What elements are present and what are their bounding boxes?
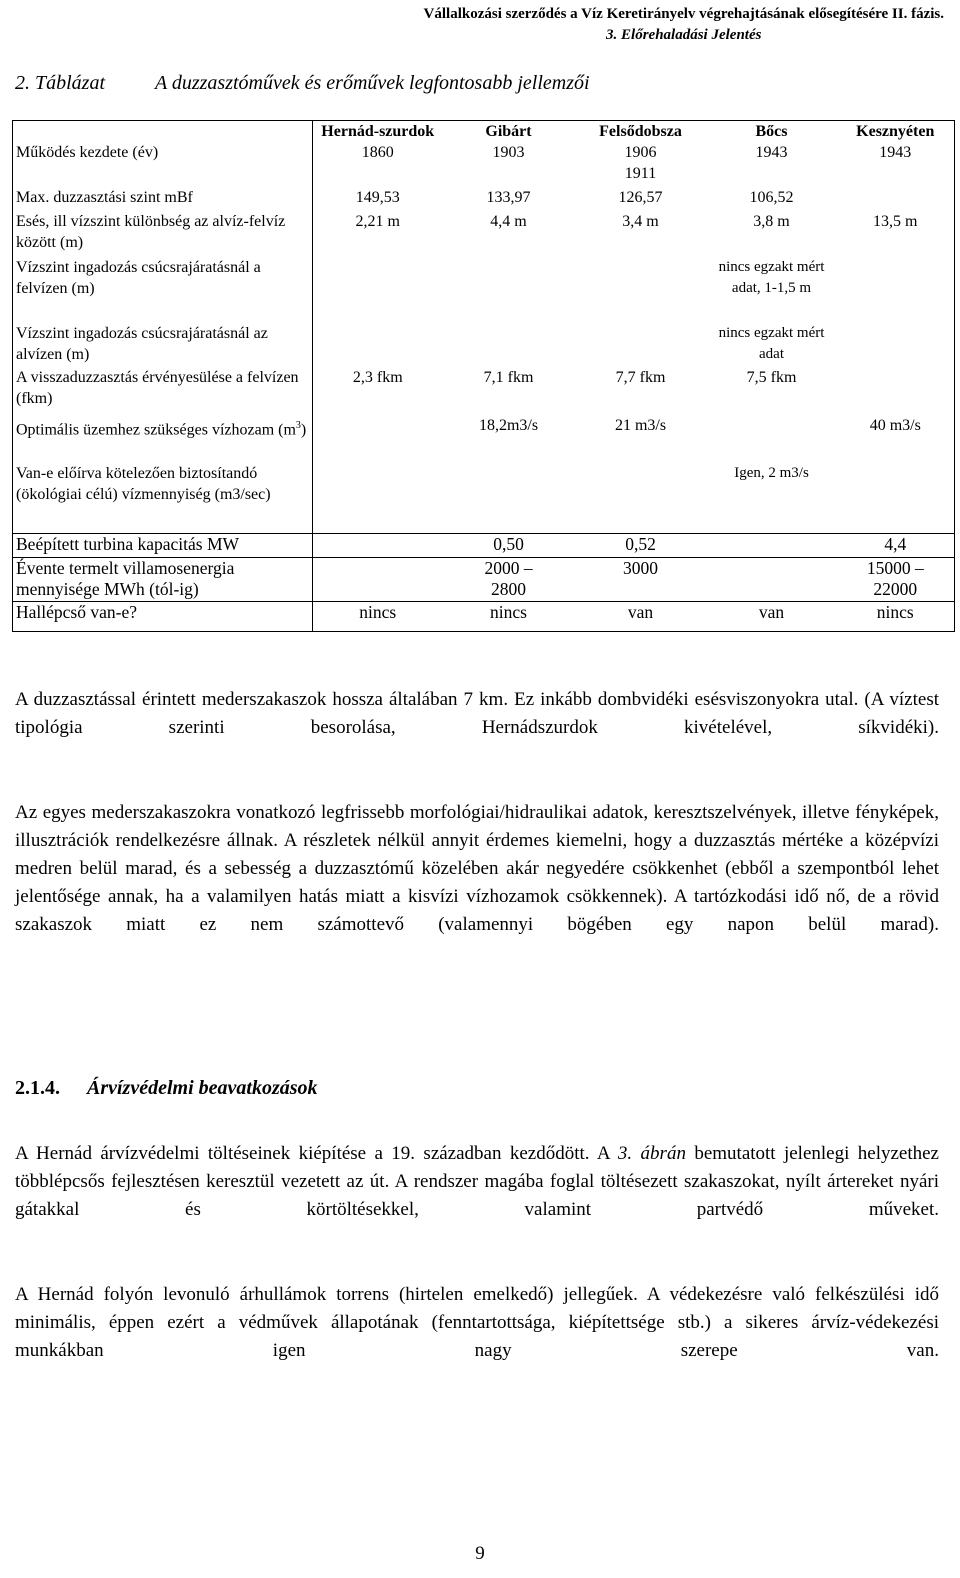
table-cell: 149,53 (355, 189, 400, 206)
table-cell: 7,7 fkm (615, 369, 666, 386)
table-cell: 1860 (361, 144, 394, 161)
column-header: Felsődobsza (575, 121, 707, 143)
row-label-tail: ) (300, 421, 307, 439)
row-label: Max. duzzasztási szint mBf (13, 187, 313, 211)
text-run: bemutatott jelenlegi helyzethez többlépcsős fejlesztésen keresztül vezetett az út. A rendszer magába foglal töltésezett szakaszokat, nyílt ártereket nyári gátakkal és körtöltésekkel, valamint partvédő műveket. (15, 1143, 939, 1220)
table-cell (313, 557, 443, 601)
row-label: Működés kezdete (év) (13, 142, 313, 187)
figure-reference: 3. ábrán (617, 1143, 686, 1164)
text-run: A Hernád árvízvédelmi töltéseinek kiépítése a 19. században kezdődött. A (15, 1143, 618, 1164)
table-cell: 21 m3/s (614, 417, 667, 434)
table-cell: 0,50 (443, 533, 575, 557)
table-cell: nincs egzakt mért adat, 1-1,5 m (718, 259, 825, 296)
table-row (13, 533, 955, 557)
table-cell: 4,4 (837, 533, 955, 557)
row-label-text: Optimális üzemhez szükséges vízhozam (m (16, 421, 296, 439)
table-cell: nincs egzakt mért adat (718, 325, 825, 362)
table-cell: 2000 – 2800 (443, 557, 575, 601)
table-cell: nincs (443, 601, 575, 631)
table-row (13, 142, 955, 187)
header-subtitle: 3. Előrehaladási Jelentés (606, 27, 762, 43)
section-paragraph-1 (15, 1140, 939, 1224)
table-cell: 15000 – 22000 (837, 557, 955, 601)
section-number: 2.1.4. (15, 1077, 60, 1099)
table-cell (443, 463, 575, 533)
row-label: Vízszint ingadozás csúcsrajáratásnál az alvízen (m) (13, 323, 313, 367)
table-cell (707, 557, 837, 601)
row-label: Beépített turbina kapacitás MW (13, 533, 313, 557)
table-caption-title: A duzzasztóművek és erőművek legfontosabb jellemzői (155, 72, 590, 94)
table-row (13, 415, 955, 463)
table-cell (837, 257, 955, 323)
section-paragraph-2: A Hernád folyón levonuló árhullámok torrens (hirtelen emelkedő) jellegűek. A védekezésre való felkészülési idő minimális, éppen ezért a védművek állapotának (fenntartottsága, kiépítettsége stb.) a sikeres árvíz-védekezési munkákban igen nagy szerepe van. (15, 1284, 939, 1361)
table-cell: 7,5 fkm (746, 369, 797, 386)
paragraph-1: A duzzasztással érintett mederszakaszok hossza általában 7 km. Ez inkább dombvidéki esésviszonyokra utal. (A víztest tipológia szerinti besorolása, Hernádszurdok kivételével, síkvidéki). (15, 689, 939, 738)
row-label: Évente termelt villamosenergia mennyisége MWh (tól-ig) (13, 557, 313, 601)
column-header: Kesznyéten (837, 121, 955, 143)
row-label-sup: 3 (295, 420, 301, 431)
table-row (13, 257, 955, 323)
table-cell (313, 323, 443, 367)
table-cell (575, 463, 707, 533)
table-cell: 3,4 m (622, 213, 659, 230)
table-cell: 18,2m3/s (478, 417, 539, 434)
table-caption (15, 72, 590, 95)
table-cell (575, 323, 707, 367)
table-cell: 2,21 m (355, 213, 400, 230)
header-corner (13, 121, 313, 143)
table-cell (707, 415, 837, 463)
table-cell: 1943 (837, 142, 955, 187)
table-cell: 1906 1911 (624, 144, 657, 182)
column-header: Hernád-szurdok (313, 121, 443, 143)
paragraph-2: Az egyes mederszakaszokra vonatkozó legfrissebb morfológiai/hidraulikai adatok, keresztszelvények, illetve fényképek, illusztrációk rendelkezésre állnak. A részletek nélkül annyit érdemes kiemelni, hogy a duzzasztás mértéke a középvízi medren belül marad, és a sebesség a duzzasztómű közelében akár negyedére csökkenhet (ebből a szempontból lehet jelentősége annak, ha a valamilyen hatás miatt a kisvízi vízhozamok csökkennek). A tartózkodási idő nő, de a rövid szakaszok miatt ez nem számottevő (valamennyi bögében egy napon belül marad). (15, 802, 939, 935)
table-cell: 0,52 (575, 533, 707, 557)
row-label: Vízszint ingadozás csúcsrajáratásnál a felvízen (m) (13, 257, 313, 323)
table-cell: 40 m3/s (837, 415, 955, 463)
table-cell: van (575, 601, 707, 631)
table-cell: 2,3 fkm (352, 369, 403, 386)
page-header (424, 4, 944, 46)
column-header: Gibárt (443, 121, 575, 143)
table-cell: 3000 (575, 557, 707, 601)
table-cell (443, 257, 575, 323)
table-cell: 4,4 m (490, 213, 527, 230)
table-caption-label: 2. Táblázat (15, 72, 106, 94)
row-label: Hallépcső van-e? (13, 601, 313, 631)
row-label: A visszaduzzasztás érvényesülése a felvízen (fkm) (13, 367, 313, 415)
table-cell: 126,57 (618, 189, 663, 206)
table-cell (313, 533, 443, 557)
table-row (13, 323, 955, 367)
table-cell: nincs (837, 601, 955, 631)
table-cell: 133,97 (486, 189, 531, 206)
table-cell (443, 323, 575, 367)
table-row (13, 211, 955, 257)
table-header-row (13, 121, 955, 143)
row-label (13, 415, 313, 463)
table-cell (837, 367, 955, 415)
characteristics-table (12, 120, 955, 632)
table-cell (837, 187, 955, 211)
header-title: Vállalkozási szerződés a Víz Keretirányelv végrehajtásának elősegítésére II. fázis. (423, 6, 944, 22)
table-cell (313, 463, 443, 533)
section-title: Árvízvédelmi beavatkozások (87, 1077, 318, 1099)
table-row (13, 367, 955, 415)
table-cell: 7,1 fkm (483, 369, 534, 386)
table-cell: Igen, 2 m3/s (734, 465, 809, 481)
table-cell: 1943 (755, 144, 788, 161)
section-heading (15, 1077, 318, 1100)
table-cell: 3,8 m (753, 213, 790, 230)
table-cell (575, 257, 707, 323)
table-cell (837, 323, 955, 367)
column-header: Bőcs (707, 121, 837, 143)
table-row (13, 601, 955, 631)
table-row (13, 557, 955, 601)
table-cell: 13,5 m (837, 211, 955, 257)
table-cell: 1903 (492, 144, 525, 161)
table-cell (837, 463, 955, 533)
page-number: 9 (475, 1543, 485, 1564)
row-label: Van-e előírva kötelezően biztosítandó (ökológiai célú) vízmennyiség (m3/sec) (13, 463, 313, 533)
table-row (13, 463, 955, 533)
row-label: Esés, ill vízszint különbség az alvíz-felvíz között (m) (13, 211, 313, 257)
table-cell (313, 257, 443, 323)
table-cell: nincs (313, 601, 443, 631)
table-cell (707, 533, 837, 557)
table-cell: 106,52 (749, 189, 794, 206)
table-cell: van (707, 601, 837, 631)
table-cell (313, 415, 443, 463)
table-row (13, 187, 955, 211)
